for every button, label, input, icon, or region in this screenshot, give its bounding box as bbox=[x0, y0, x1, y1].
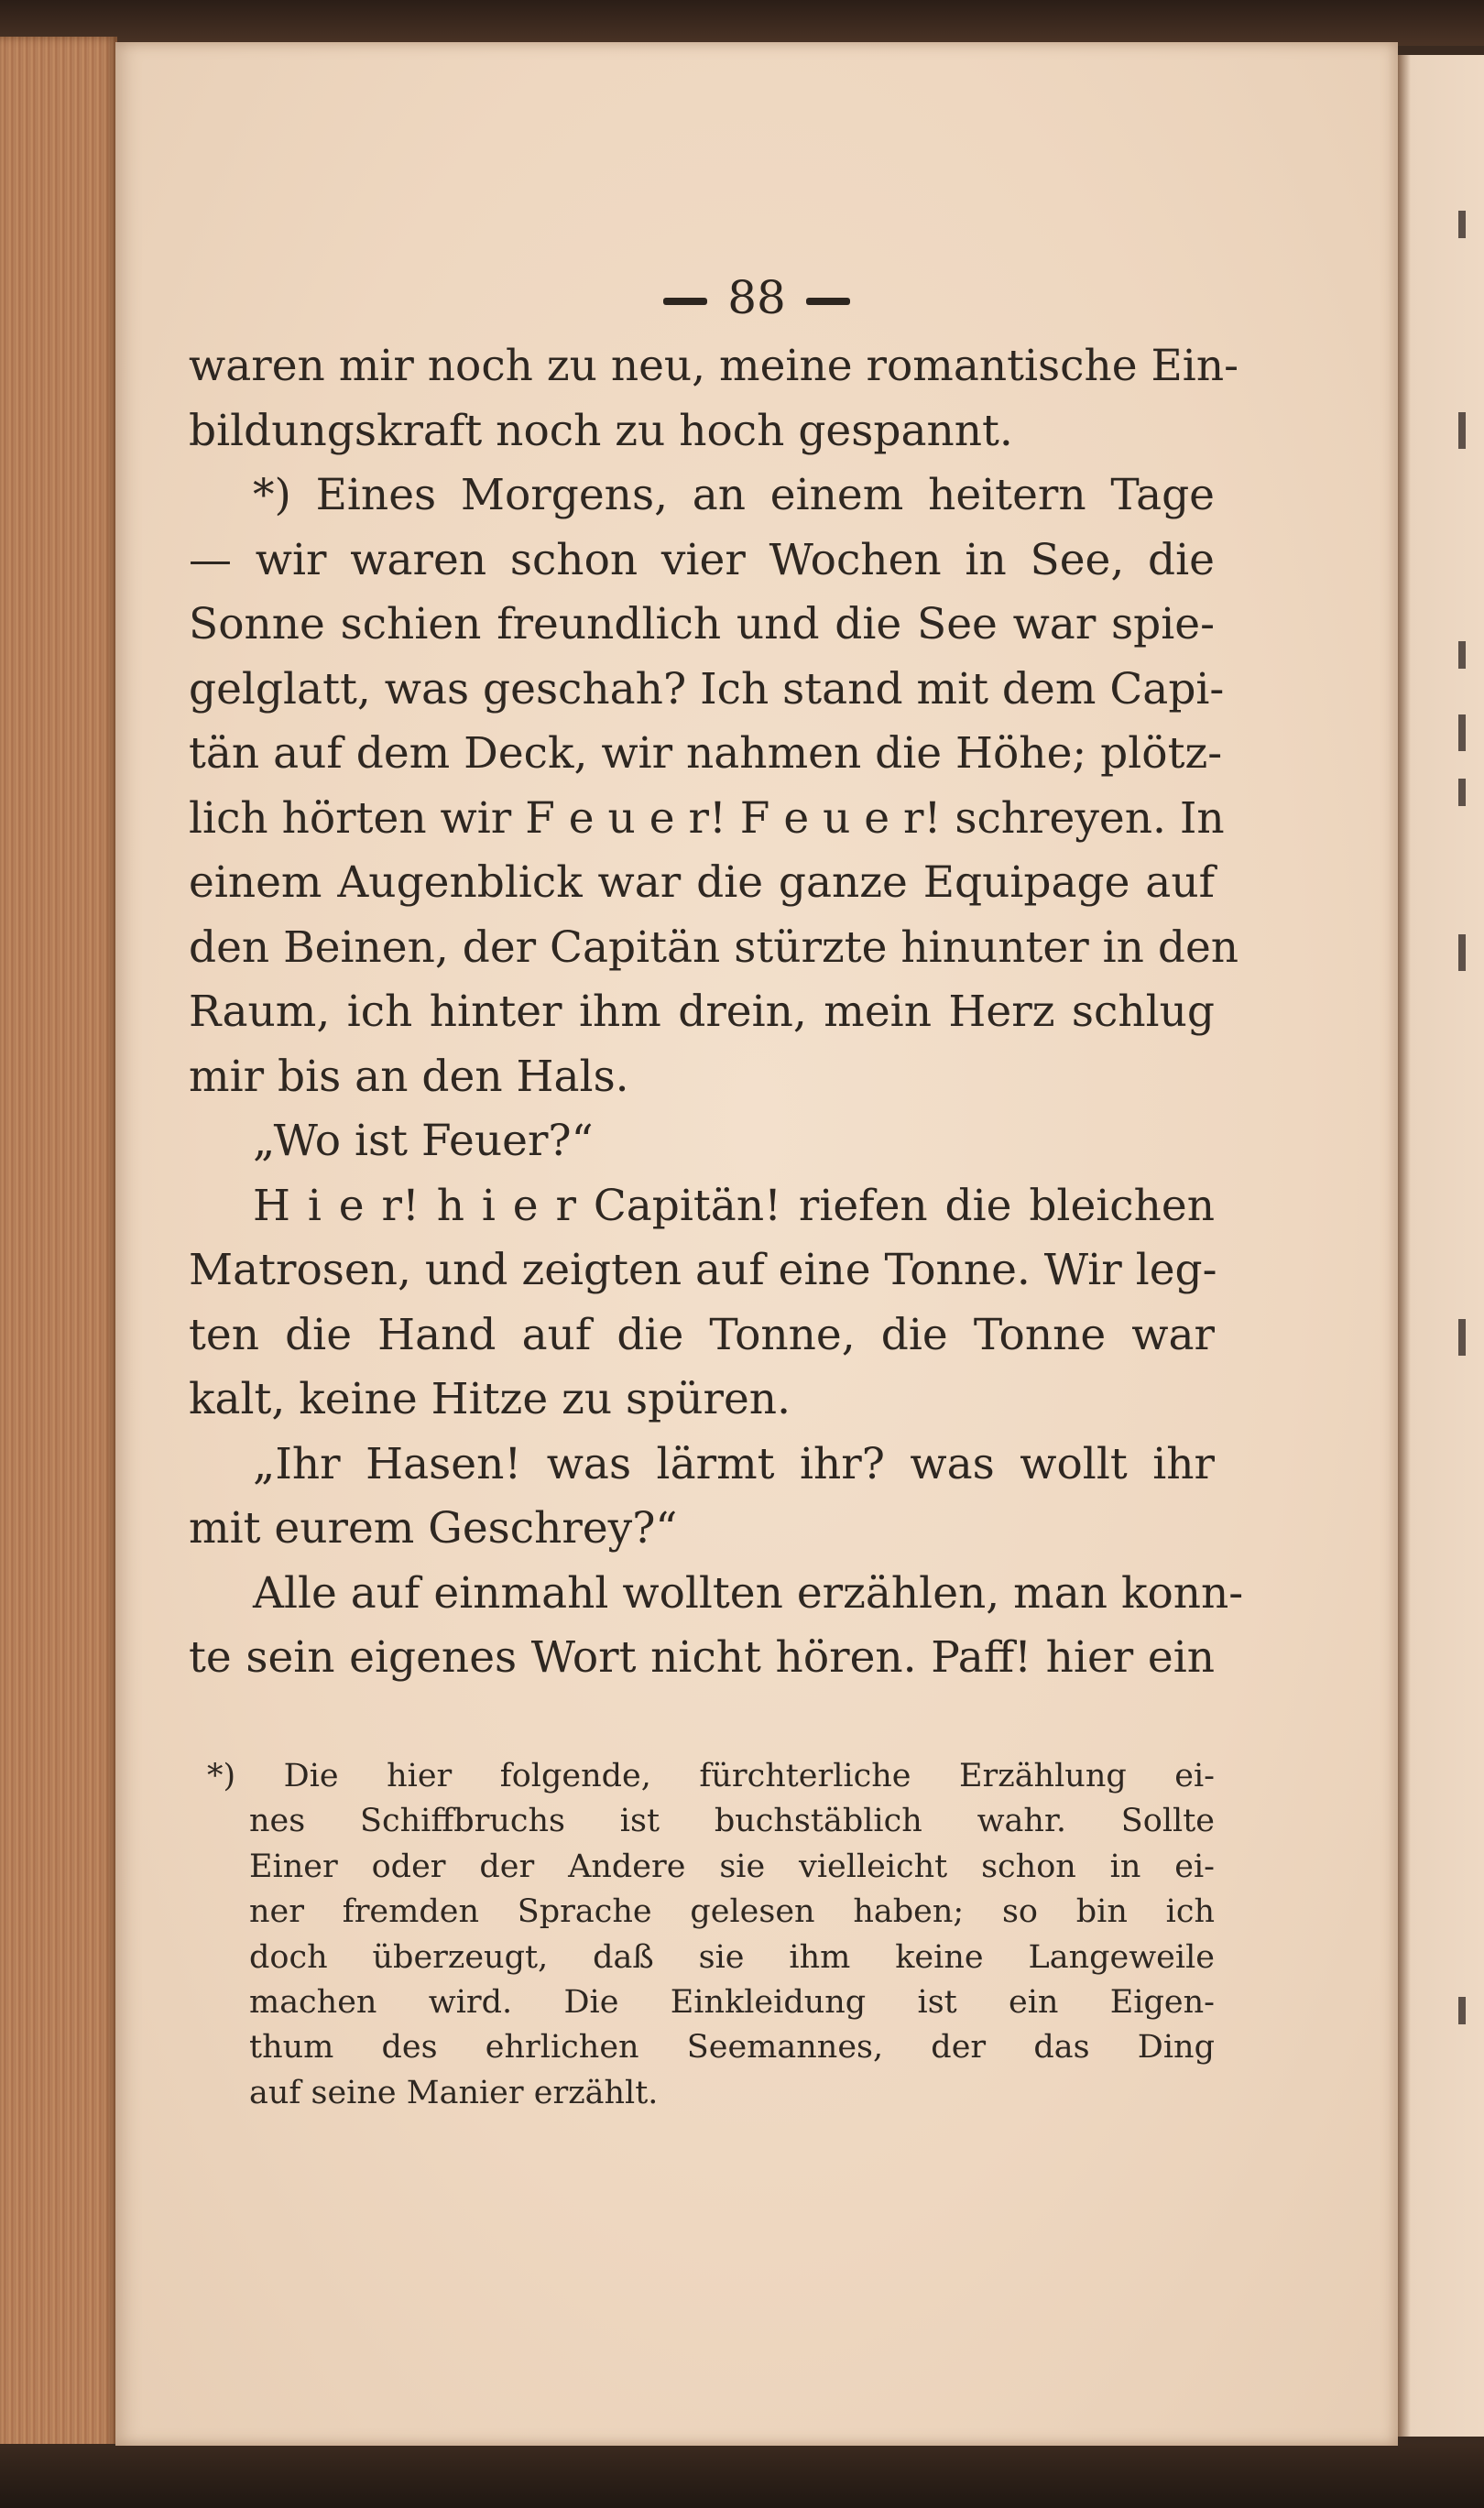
text-line: einem Augenblick war die ganze Equipage auf bbox=[189, 857, 1215, 908]
adjacent-page-glyph bbox=[1458, 1997, 1466, 2024]
footnote-line: *) Die hier folgende, fürchterliche Erzählung ei- bbox=[207, 1758, 1215, 1794]
footnote-line: auf seine Manier erzählt. bbox=[249, 2074, 659, 2111]
text-line: ten die Hand auf die Tonne, die Tonne war bbox=[189, 1309, 1215, 1360]
text-line: mit eurem Geschrey?“ bbox=[189, 1503, 678, 1554]
text-line: te sein eigenes Wort nicht hören. Paff! hier ein bbox=[189, 1632, 1215, 1683]
footnote-line: ner fremden Sprache gelesen haben; so bin ich bbox=[249, 1893, 1215, 1931]
adjacent-page-glyph bbox=[1458, 412, 1466, 449]
page-number: 88 bbox=[727, 271, 786, 324]
scan-top-border bbox=[0, 0, 1484, 46]
footnote-line: machen wird. Die Einkleidung ist ein Eigen- bbox=[249, 1983, 1215, 2021]
text-line: Matrosen, und zeigten auf eine Tonne. Wir leg- bbox=[189, 1245, 1217, 1295]
text-line: „Wo ist Feuer?“ bbox=[253, 1116, 594, 1166]
text-line: „Ihr Hasen! was lärmt ihr? was wollt ihr bbox=[253, 1438, 1215, 1489]
page-header bbox=[115, 271, 1398, 324]
main-text bbox=[189, 334, 1244, 1691]
footnote-line: nes Schiffbruchs ist buchstäblich wahr. Sollte bbox=[249, 1803, 1215, 1840]
text-line: kalt, keine Hitze zu spüren. bbox=[189, 1374, 791, 1424]
adjacent-page-glyph bbox=[1458, 211, 1466, 238]
text-line: Sonne schien freundlich und die See war spie- bbox=[189, 599, 1215, 649]
footnote-line: thum des ehrlichen Seemannes, der das Ding bbox=[249, 2029, 1215, 2066]
text-line: Alle auf einmahl wollten erzählen, man konn- bbox=[253, 1567, 1244, 1619]
text-line: waren mir noch zu neu, meine romantische Ein- bbox=[189, 341, 1238, 391]
text-line: gelglatt, was geschah? Ich stand mit dem Capi- bbox=[189, 663, 1225, 714]
ornament-dash bbox=[663, 298, 707, 305]
text-line: bildungskraft noch zu hoch gespannt. bbox=[189, 405, 1013, 456]
adjacent-page-glyph bbox=[1458, 779, 1466, 806]
ornament-dash bbox=[806, 298, 850, 305]
book-page-edges bbox=[0, 37, 117, 2455]
text-line: Raum, ich hinter ihm drein, mein Herz schlug bbox=[189, 987, 1215, 1037]
text-line: H i e r! h i e r Capitän! riefen die bleichen bbox=[253, 1180, 1215, 1231]
text-line: mir bis an den Hals. bbox=[189, 1051, 629, 1102]
adjacent-page-glyph bbox=[1458, 1319, 1466, 1356]
adjacent-page-glyph bbox=[1458, 934, 1466, 971]
footnote bbox=[207, 1754, 1215, 2116]
text-line: *) Eines Morgens, an einem heitern Tage bbox=[253, 470, 1215, 520]
text-line: lich hörten wir F e u e r! F e u e r! schreyen. In bbox=[189, 792, 1225, 844]
adjacent-page-edge bbox=[1398, 55, 1484, 2437]
text-line: — wir waren schon vier Wochen in See, die bbox=[189, 534, 1215, 585]
adjacent-page-glyph bbox=[1458, 641, 1466, 669]
footnote-line: Einer oder der Andere sie vielleicht schon in ei- bbox=[249, 1848, 1215, 1885]
adjacent-page-glyph bbox=[1458, 714, 1466, 751]
text-line: tän auf dem Deck, wir nahmen die Höhe; plötz- bbox=[189, 728, 1223, 779]
scan-bottom-border bbox=[0, 2444, 1484, 2508]
footnote-line: doch überzeugt, daß sie ihm keine Langeweile bbox=[249, 1938, 1215, 1976]
text-line: den Beinen, der Capitän stürzte hinunter in den bbox=[189, 921, 1239, 973]
